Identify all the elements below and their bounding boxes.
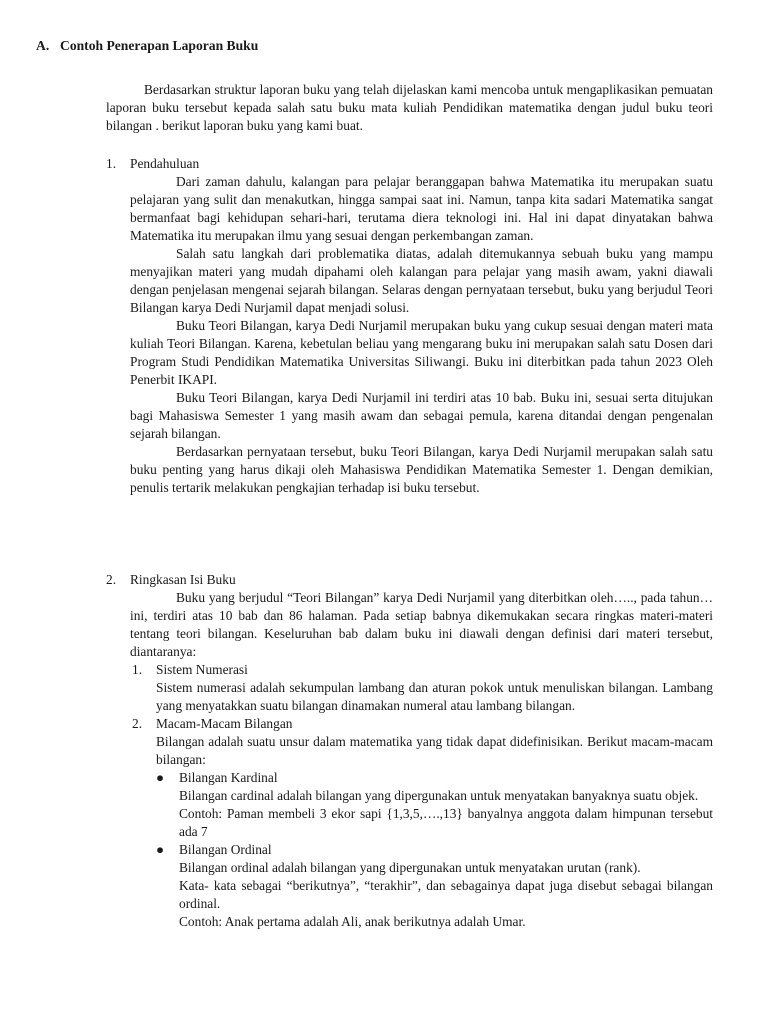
- paragraph: Buku Teori Bilangan, karya Dedi Nurjamil merupakan buku yang cukup sesuai dengan materi mata kuliah Teori Bilangan. Karena, kebetulan beliau yang mengarang buku ini merupakan salah satu Dosen dari Program Studi Pendidikan Matematika Universitas Siliwangi. Buku ini diterbitkan pada tahun 2023 Oleh Penerbit IKAPI.: [130, 318, 713, 387]
- paragraph: Salah satu langkah dari problematika diatas, adalah ditemukannya sebuah buku yang mampu menyajikan materi yang mudah dipahami oleh kalangan para pelajar yang masih awam, yakni diawali dengan penjelasan mengenai sejarah bilangan. Selaras dengan pernyataan tersebut, buku yang berjudul Teori Bilangan karya Dedi Nurjamil dapat menjadi solusi.: [130, 246, 713, 315]
- intro-paragraph: Berdasarkan struktur laporan buku yang telah dijelaskan kami mencoba untuk mengaplikasikan pemuatan laporan buku tersebut kepada salah satu buku mata kuliah Pendidikan matematika dengan judul buku teori bilangan . berikut laporan buku yang kami buat.: [106, 82, 713, 133]
- bullet-item: [106, 769, 713, 787]
- bullet-text: Contoh: Anak pertama adalah Ali, anak berikutnya adalah Umar.: [179, 914, 526, 929]
- bullet-title: Bilangan Ordinal: [179, 842, 272, 857]
- list-item-number: 2.: [132, 716, 143, 731]
- bullet-text: Contoh: Paman membeli 3 ekor sapi {1,3,5,….,13} banyalnya anggota dalam himpunan tersebut ada 7: [179, 806, 713, 839]
- heading-title: Contoh Penerapan Laporan Buku: [60, 38, 259, 53]
- heading-number: A.: [36, 38, 50, 53]
- section-ringkasan: [106, 571, 713, 931]
- bullet-text: Kata- kata sebagai “berikutnya”, “terakhir”, dan sebagainya dapat juga disebut sebagai bilangan ordinal.: [179, 878, 713, 911]
- bullet-dot-icon: ●: [156, 770, 165, 785]
- list-item-title: Macam-Macam Bilangan: [156, 716, 293, 731]
- list-item: [106, 715, 713, 733]
- paragraph: Buku yang berjudul “Teori Bilangan” karya Dedi Nurjamil yang diterbitkan oleh….., pada tahun… ini, terdiri atas 10 bab dan 86 halaman. Pada setiap babnya dikemukakan secara ringkas materi-materi tentang teori bilangan. Keseluruhan bab dalam buku ini diawali dengan definisi dari materi tersebut, diantaranya:: [130, 590, 713, 659]
- section-title: [106, 571, 713, 589]
- section-body: [130, 173, 713, 497]
- list-item-text: Sistem numerasi adalah sekumpulan lambang dan aturan pokok untuk menuliskan bilangan. Lambang yang menyatakkan suatu bilangan dinamakan numeral atau lambang bilangan.: [156, 680, 713, 713]
- section-pendahuluan: [106, 155, 713, 497]
- bullet-text: Bilangan cardinal adalah bilangan yang dipergunakan untuk menyatakan banyaknya suatu objek.: [179, 788, 699, 803]
- section-number: 2.: [106, 572, 117, 587]
- list-item: [106, 661, 713, 679]
- list-item-number: 1.: [132, 662, 143, 677]
- section-label: Pendahuluan: [130, 156, 200, 171]
- section-number: 1.: [106, 156, 117, 171]
- paragraph: Berdasarkan pernyataan tersebut, buku Teori Bilangan, karya Dedi Nurjamil merupakan salah satu buku penting yang harus dikaji oleh Mahasiswa Pendidikan Matematika Semester 1. Dengan demikian, penulis tertarik melakukan pengkajian terhadap isi buku tersebut.: [130, 444, 713, 495]
- bullet-dot-icon: ●: [156, 842, 165, 857]
- bullet-text: Bilangan ordinal adalah bilangan yang dipergunakan untuk menyatakan urutan (rank).: [179, 860, 641, 875]
- list-item-text: Bilangan adalah suatu unsur dalam matematika yang tidak dapat didefinisikan. Berikut macam-macam bilangan:: [156, 734, 713, 767]
- section-label: Ringkasan Isi Buku: [130, 572, 236, 587]
- section-body: [130, 589, 713, 661]
- paragraph: Dari zaman dahulu, kalangan para pelajar beranggapan bahwa Matematika itu merupakan suatu pelajaran yang sulit dan menakutkan, hingga sampai saat ini. Namun, tanpa kita sadari Matematika sangat bermanfaat bagi kehidupan sehari-hari, terutama diera teknologi ini. Hal ini dapat dinyatakan bahwa Matematika itu merupakan ilmu yang sesuai dengan perkembangan zaman.: [130, 174, 713, 243]
- bullet-item: [106, 841, 713, 859]
- section-title: [106, 155, 713, 173]
- section-heading: [36, 37, 258, 55]
- paragraph: Buku Teori Bilangan, karya Dedi Nurjamil ini terdiri atas 10 bab. Buku ini, sesuai serta ditujukan bagi Mahasiswa Semester 1 yang masih awam dan sebagai pemula, karena ditandai dengan pengenalan sejarah bilangan.: [130, 390, 713, 441]
- list-item-title: Sistem Numerasi: [156, 662, 248, 677]
- bullet-title: Bilangan Kardinal: [179, 770, 278, 785]
